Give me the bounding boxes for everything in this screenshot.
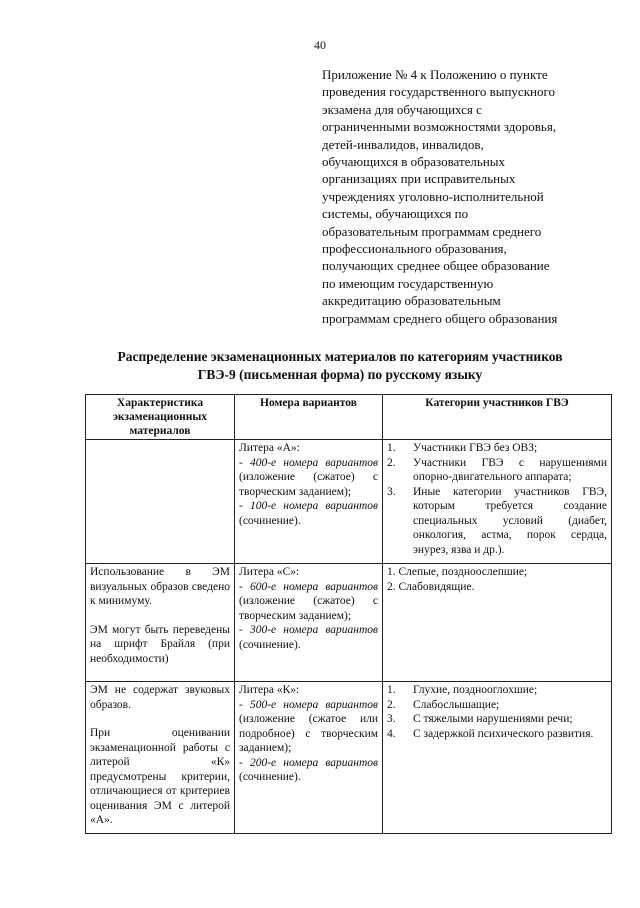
category-item: 2. Участники ГВЭ с нарушениями опорно-двигательного аппарата; [387, 456, 607, 483]
appendix-line: образовательным программам среднего [322, 223, 542, 239]
appendix-line: учреждениях уголовно-исполнительной [322, 188, 544, 204]
appendix-line: получающих среднее общее образование [322, 258, 550, 274]
variant-item: - 100-е номера вариантов (сочинение). [239, 500, 378, 527]
litera-label: Литера «С»: [239, 566, 300, 578]
variant-item: - 600-е номера вариантов (изложение (сжатое) с творческим заданием); [239, 580, 378, 622]
table-row [86, 440, 612, 564]
categories-cell [383, 564, 612, 682]
appendix-line: ограниченными возможностями здоровья, [322, 119, 557, 135]
category-item: 4. С задержкой психического развития. [387, 727, 594, 740]
appendix-line: организациях при исправительных [322, 171, 516, 187]
appendix-line: по имеющим государственную [322, 275, 494, 291]
variant-item: - 500-е номера вариантов (изложение (сжатое или подробное) с творческим заданием); [239, 698, 378, 754]
categories-cell [383, 682, 612, 834]
appendix-line: программам среднего общего образования [322, 310, 558, 326]
appendix-line: проведения государственного выпускного [322, 84, 555, 100]
header-categories: Категории участников ГВЭ [383, 395, 612, 440]
characteristics-text: При оценивании экзаменационной работы с литерой «К» предусмотрены критерии, отличающиеся от критериев оценивания ЭМ с литерой «А». [90, 727, 230, 826]
appendix-line: детей-инвалидов, инвалидов, [322, 136, 484, 152]
characteristics-text: ЭМ могут быть переведены на шрифт Брайля (при необходимости) [90, 623, 230, 665]
variant-item: - 400-е номера вариантов (изложение (сжатое) с творческим заданием); [239, 456, 378, 498]
litera-label: Литера «К»: [239, 684, 300, 696]
category-item: 1. Участники ГВЭ без ОВЗ; [387, 442, 538, 454]
category-item: 2. Слабовидящие. [387, 580, 475, 593]
appendix-line: обучающихся в образовательных [322, 154, 506, 170]
title-line: Распределение экзаменационных материалов по категориям участников [117, 349, 563, 364]
variants-cell [235, 564, 383, 682]
characteristics-cell [86, 440, 235, 564]
characteristics-text: ЭМ не содержат звуковых образов. [90, 684, 230, 711]
appendix-line: Приложение № 4 к Положению о пункте [322, 67, 548, 82]
table-row [86, 564, 612, 682]
table-row [86, 682, 612, 834]
appendix-line: экзамена для обучающихся с [322, 101, 482, 117]
category-item: 3. Иные категории участников ГВЭ, которым требуется создание специальных условий (диабет, онкология, астма, порок сердца, энурез, язва и др.). [387, 485, 607, 556]
category-item: 3. С тяжелыми нарушениями речи; [387, 713, 573, 725]
categories-cell [383, 440, 612, 564]
characteristics-cell [86, 682, 235, 834]
characteristics-cell [86, 564, 235, 682]
characteristics-text: Использование в ЭМ визуальных образов сведено к минимуму. [90, 566, 230, 607]
table-header-row [86, 395, 612, 440]
category-item: 1. Глухие, позднооглохшие; [387, 684, 538, 696]
title-line: ГВЭ-9 (письменная форма) по русскому языку [197, 367, 483, 382]
category-item: 2. Слабослышащие; [387, 698, 500, 711]
variants-cell [235, 682, 383, 834]
litera-label: Литера «А»: [239, 442, 300, 454]
header-characteristics: Характеристика экзаменационных материалов [86, 395, 235, 440]
variants-cell [235, 440, 383, 564]
appendix-line: системы, обучающихся по [322, 206, 469, 222]
header-variants: Номера вариантов [235, 395, 383, 440]
page-number: 40 [314, 38, 326, 52]
variant-item: - 300-е номера вариантов (сочинение). [239, 624, 378, 651]
variant-item: - 200-е номера вариантов (сочинение). [239, 756, 378, 783]
appendix-line: профессионального образования, [322, 241, 507, 257]
distribution-table [85, 394, 612, 834]
appendix-note [322, 66, 612, 327]
document-title [70, 348, 610, 384]
appendix-line: аккредитацию образовательным [322, 293, 501, 309]
category-item: 1. Слепые, поздноослепшие; [387, 566, 528, 578]
